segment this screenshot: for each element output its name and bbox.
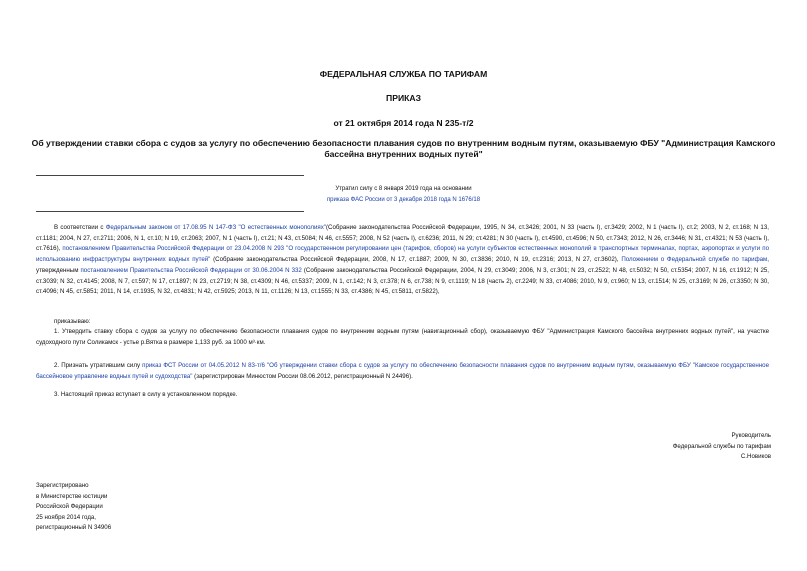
preamble-text-4: , утвержденным bbox=[36, 256, 770, 274]
document-title: Об утверждении ставки сбора с судов за услугу по обеспечению безопасности плавания судов по внутренним водным путям, оказываемую ФБУ "Администрация Камского бассейна внутренних водных путей" bbox=[31, 138, 776, 159]
doc-type-heading: ПРИКАЗ bbox=[386, 93, 421, 103]
law-147-link[interactable]: Федеральным законом от 17.08.95 N 147-ФЗ "О естественных монополиях" bbox=[105, 224, 326, 231]
date-number-heading: от 21 октября 2014 года N 235-т/2 bbox=[333, 118, 474, 128]
order-word: приказываю: bbox=[54, 318, 91, 325]
item-2-text-2: (зарегистрирован Минюстом России 08.06.2012, регистрационный N 24496). bbox=[192, 372, 413, 380]
registration-line-3: Российской Федерации bbox=[36, 503, 103, 510]
item-3: 3. Настоящий приказ вступает в силу в установленном порядке. bbox=[54, 391, 238, 398]
registration-line-2: в Министерстве юстиции bbox=[36, 493, 108, 500]
preamble-text-3: (Собрание законодательства Российской Федерации, 2008, N 17, ст.1887; 2009, N 30, ст.3836; 2010, N 19, ст.2316; 2013, N 27, ст.3602), bbox=[210, 256, 622, 264]
fst-regulation-link[interactable]: Положением о Федеральной службе по тарифам bbox=[621, 256, 768, 264]
order-83-link[interactable]: приказ ФСТ России от 04.05.2012 N 83-т/6 "Об утверждении ставки сбора с судов за услугу по обеспечению безопасности плавания судов по внутренним водным путям, оказываемую ФБУ "Камское государственное бассейновое управление водных путей и судоходства" bbox=[36, 362, 769, 380]
signature-name: С.Новиков bbox=[740, 453, 771, 460]
signature-title: Руководитель bbox=[731, 432, 771, 439]
item-2-text-1: 2. Признать утратившим силу bbox=[54, 362, 143, 369]
validity-note: Утратил силу с 8 января 2019 года на основании bbox=[335, 186, 472, 192]
preamble-text-1: В соответствии с bbox=[54, 224, 106, 231]
preamble-text-5: (Собрание законодательства Российской Федерации, 2004, N 29, ст.3049; 2006, N 3, ст.301; N 23, ст.2522; N 48, ст.5032; N 50, ст.5354; 2007, N 16, ст.1912; N 25, ст.3039; N 32, ст.4145; 2008, N 7, ст.597; N 17, ст.1897; N 23, ст.2719; N 38, ст.4309; N 46, ст.5337; 2009, N 1, ст.142; N 3, ст.378; N 6, ст.738; N 9, ст.1119; N 18 (часть 2), ст.2249; N 33, ст.4086; 2010, N 9, ст.960; N 13, ст.1514; N 25, ст.3169; N 26, ст.3350; N 30, ст.4096; N 45, ст.5851; 2011, N 14, ст.1935, N 32, ст.4831; N 42, ст.5925; 2013, N 11, ст.1126; N 13, ст.1555; N 33, ст.4386; N 45, ст.5811, ст.5822), bbox=[36, 266, 769, 296]
decree-293-link[interactable]: постановлением Правительства Российской Федерации от 23.04.2008 N 293 "О государственном регулировании цен (тарифов, сборов) на услуги субъектов естественных монополий в транспортных терминалах, портах, аэропортах и услуги по использованию инфраструктуры внутренних водных путей" bbox=[36, 245, 769, 264]
registration-line-5: регистрационный N 34906 bbox=[36, 524, 112, 531]
preamble-paragraph bbox=[36, 223, 769, 298]
decree-332-link[interactable]: постановлением Правительства Российской Федерации от 30.06.2004 N 332 bbox=[80, 266, 302, 274]
item-2 bbox=[36, 361, 769, 382]
divider-bottom bbox=[36, 211, 304, 212]
validity-link[interactable]: приказа ФАС России от 3 декабря 2018 года N 1676/18 bbox=[326, 197, 481, 203]
agency-heading: ФЕДЕРАЛЬНАЯ СЛУЖБА ПО ТАРИФАМ bbox=[319, 69, 488, 79]
signature-organization: Федеральной службы по тарифам bbox=[672, 443, 771, 450]
registration-line-1: Зарегистрировано bbox=[36, 482, 89, 489]
registration-line-4: 25 ноября 2014 года, bbox=[36, 514, 97, 521]
item-1: 1. Утвердить ставку сбора с судов за услугу по обеспечению безопасности плавания судов по внутренним водным путям (навигационный сбор), оказываемую ФБУ "Администрация Камского бассейна внутренних водных путей", на участке судоходного пути Соликамск - устье р.Вятка в размере 1,133 руб. за 1000 м³·км. bbox=[36, 328, 769, 346]
validity-link-line bbox=[0, 195, 807, 206]
divider-top bbox=[36, 175, 304, 176]
preamble-text-2: (Собрание законодательства Российской Федерации, 1995, N 34, ст.3426; 2001, N 33 (часть I), ст.3429; 2002, N 1 (часть I), ст.2; 2003, N 2, ст.168; N 13, ст.1181; 2004, N 27, ст.2711; 2006, N 1, ст.10; N 19, ст.2063; 2007, N 1 (часть I), ст.21; N 43, ст.5084; N 46, ст.5557; 2008, N 52 (часть I), ст.6236; 2011, N 29; ст.4281; N 30 (часть I), ст.4590, ст.4596; N 50, ст.7343; 2012, N 26, ст.3446; N 31, ст.4321; N 53 (часть I), ст.7616), bbox=[36, 224, 769, 253]
